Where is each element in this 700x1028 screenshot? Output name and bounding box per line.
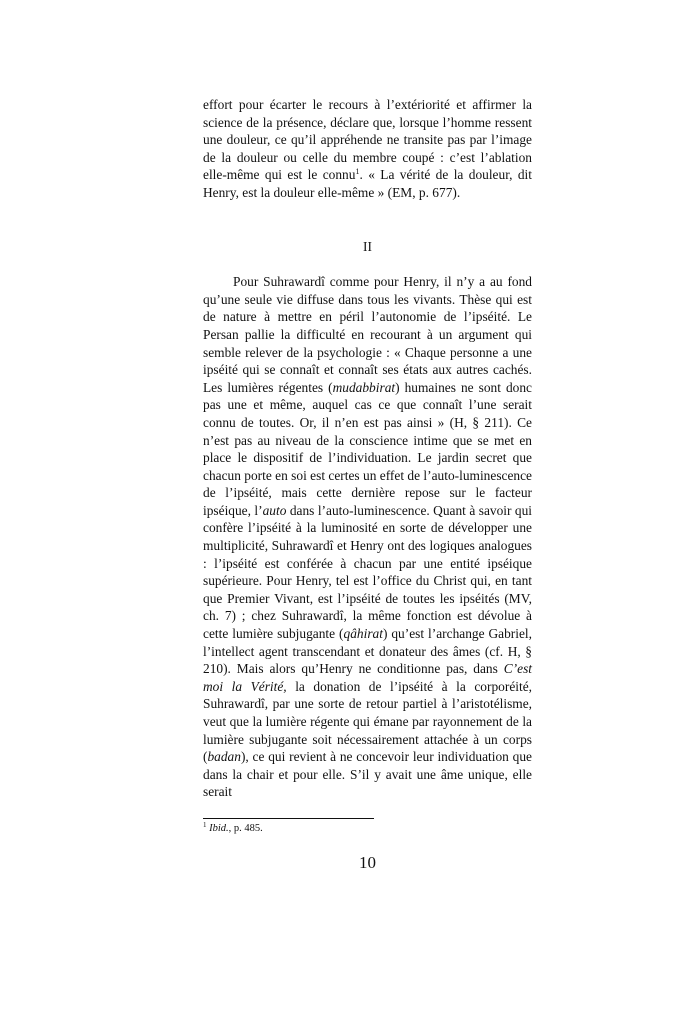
footnote-number: 1 [203,821,207,829]
page-body [203,96,532,801]
footnote-divider [203,818,374,819]
italic-term: qâhirat [343,626,383,642]
footnote-pages: , p. 485. [228,823,263,834]
footnote-reference[interactable]: 1 [355,167,360,177]
italic-term: badan [207,749,241,765]
footnote [203,822,532,836]
page-number: 10 [359,853,376,872]
paragraph-continued: effort pour écarter le recours à l’extériorité et affirmer la science de la présence, déclare que, lorsque l’homme ressent une douleur, ce qu’il appréhende ne transite pas par l’image de la douleur ou celle du membre coupé : c’est l’ablation elle-même qui est le connu$^1$. « La vérité de la douleur, dit Henry, est la douleur elle-même » (EM, p. 677). [203,97,532,200]
italic-book-title: C’est moi la Vérité, [203,661,532,694]
italic-term: mudabbirat [332,379,396,395]
footnote-source: Ibid. [209,823,229,834]
italic-term: auto [262,502,287,518]
section-heading: II [363,238,372,254]
paragraph-main: Pour Suhrawardî comme pour Henry, il n’y a au fond qu’une seule vie diffuse dans tous les vivants. Thèse qui est de nature à mettre en péril l’autonomie de l’ipséité. Le Persan pallie la difficulté en recourant à un argument qui semble relever de la psychologie : « Chaque personne a une ipséité qui se connaît et connaît ses états aux autres cachés. Les lumières régentes (mudabbirat) humaines ne sont donc pas une et même, auquel cas ce que connaît l’une serait connu de toutes. Or, il n’en est pas ainsi » (H, § 211). Ce n’est pas au niveau de la conscience intime que se met en place le dispositif de l’individuation. Le jardin secret que chacun porte en soi est certes un effet de l’auto-luminescence de l’ipséité, mais cette dernière repose sur le facteur ipséique, l’auto dans l’auto-luminescence. Quant à savoir qui confère l’ipséité à la luminosité en sorte de développer une multiplicité, Suhrawardî et Henry ont des logiques analogues : l’ipséité est conférée à chacun par une entité ipséique supérieure. Pour Henry, tel est l’office du Christ qui, en tant que Premier Vivant, est l’ipséité de toutes les ipséités (MV, ch. 7) ; chez Suhrawardî, la même fonction est dévolue à cette lumière subjugante (qâhirat) qu’est l’archange Gabriel, l’intellect agent transcendant et donateur des âmes (cf. H, § 210). Mais alors qu’Henry ne conditionne pas, dans C’est moi la Vérité, la donation de l’ipséité à la corporéité, Suhrawardî, par une sorte de retour partiel à l’aristotélisme, veut que la lumière régente qui émane par rayonnement de la lumière subjugante soit nécessairement attachée à un corps (badan), ce qui revient à ne concevoir leur individuation que dans la chair et pour elle. S’il y avait une âme unique, elle serait [203,274,533,800]
